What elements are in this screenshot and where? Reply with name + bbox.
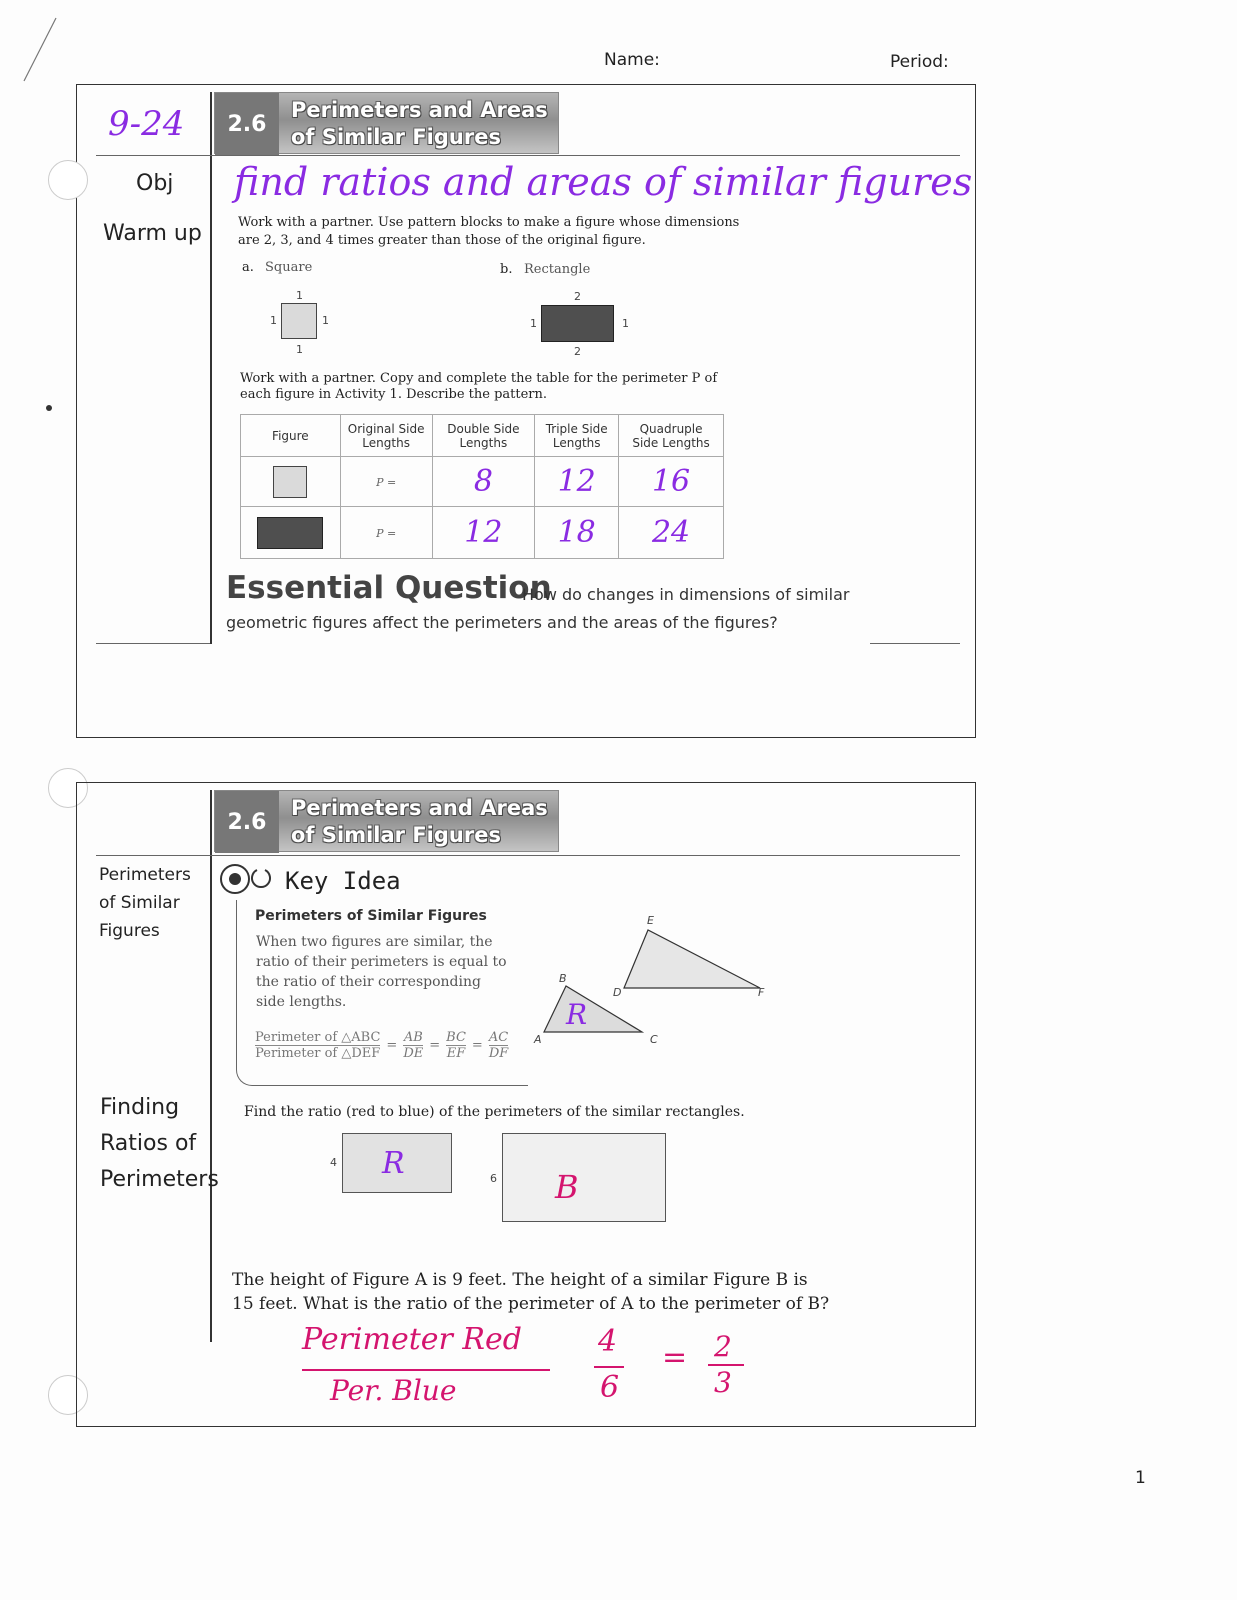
side-label-line: Ratios of — [100, 1131, 197, 1156]
activity1-text-2: are 2, 3, and 4 times greater than those of the original figure. — [238, 233, 646, 248]
handwritten-date: 9-24 — [108, 104, 185, 144]
square-figure — [281, 303, 317, 339]
hw-double-value: 8 — [473, 464, 493, 499]
table-row — [241, 507, 724, 559]
key-idea-title: Key Idea — [285, 867, 401, 895]
table-cell-triple — [535, 507, 619, 559]
key-idea-line: When two figures are similar, the — [256, 934, 493, 950]
lesson-title-line1: Perimeters and Areas — [291, 796, 548, 820]
hw-ratio-denominator: Per. Blue — [330, 1374, 457, 1407]
hw-triangle-mark: R — [566, 998, 588, 1031]
table-square-figure — [273, 466, 307, 498]
activity1-text-1: Work with a partner. Use pattern blocks to make a figure whose dimensions — [238, 215, 740, 230]
square-side-right: 1 — [322, 314, 329, 327]
triangle-abc — [544, 986, 642, 1032]
rect-side-top: 2 — [574, 290, 581, 303]
warmup-label: Warm up — [103, 221, 202, 246]
vertex-f: F — [758, 986, 765, 999]
table-header-triple: Triple Side Lengths — [535, 415, 619, 457]
section2-divider — [210, 790, 212, 1342]
hw-triple-value: 12 — [557, 464, 596, 499]
triangle-def — [624, 930, 760, 988]
hw-frac2-den: 3 — [714, 1366, 732, 1399]
part-b-label: Rectangle — [524, 262, 591, 277]
rect-side-left: 1 — [530, 317, 537, 330]
hw-frac2-num: 2 — [714, 1330, 732, 1363]
formula-perimeter-fraction — [255, 1030, 380, 1061]
hw-double-value: 12 — [464, 515, 503, 550]
key-idea-heading: Perimeters of Similar Figures — [255, 908, 487, 924]
part-a-label: Square — [265, 260, 313, 275]
formula-f2n: BC — [446, 1030, 466, 1045]
find-ratio-text: Find the ratio (red to blue) of the perimeters of the similar rectangles. — [244, 1104, 745, 1120]
period-label: Period: — [890, 52, 949, 72]
ratio-formula — [255, 1030, 508, 1061]
section1-bottom-rule-left — [96, 643, 210, 644]
rect-side-right: 1 — [622, 317, 629, 330]
section1-header-rule — [96, 155, 960, 156]
height-question-1: The height of Figure A is 9 feet. The height of a similar Figure B is — [232, 1270, 808, 1290]
perimeter-table — [240, 414, 724, 559]
lesson-banner-2 — [214, 790, 559, 852]
key-idea-line: ratio of their perimeters is equal to — [256, 954, 507, 970]
hw-quadruple-value: 24 — [651, 515, 691, 550]
hw-ratio-numerator: Perimeter Red — [302, 1322, 522, 1357]
vertex-a: A — [534, 1033, 542, 1046]
table-cell-triple — [535, 457, 619, 507]
hw-ratio-line — [302, 1369, 550, 1371]
table-cell-double — [432, 507, 535, 559]
table-header-figure: Figure — [241, 415, 341, 457]
formula-f3n: AC — [488, 1030, 509, 1045]
formula-f2d: EF — [446, 1046, 466, 1061]
table-rect-figure — [257, 517, 323, 549]
activity2-text-1: Work with a partner. Copy and complete the table for the perimeter P of — [240, 371, 718, 386]
obj-label: Obj — [136, 171, 174, 196]
table-row — [241, 457, 724, 507]
table-cell-p — [340, 457, 432, 507]
side-label-line: Finding — [100, 1095, 180, 1120]
hw-frac1-num: 4 — [598, 1324, 618, 1359]
section1-bottom-rule-right — [870, 643, 960, 644]
side-label-perimeters — [99, 861, 191, 945]
blue-rect-side: 6 — [490, 1172, 497, 1185]
table-cell-quadruple — [619, 507, 724, 559]
side-label-line: of Similar — [99, 893, 180, 913]
side-label-line: Perimeters — [100, 1167, 219, 1192]
side-label-line: Perimeters — [99, 865, 191, 885]
side-label-line: Figures — [99, 921, 160, 941]
lesson-number: 2.6 — [215, 791, 279, 853]
table-header-original: Original Side Lengths — [340, 415, 432, 457]
formula-f3d: DF — [488, 1046, 509, 1061]
rect-side-bottom: 2 — [574, 345, 581, 358]
part-b-letter: b. — [500, 262, 513, 277]
table-cell-quadruple — [619, 457, 724, 507]
key-idea-text — [256, 932, 507, 1012]
activity2-text-2: each figure in Activity 1. Describe the pattern. — [240, 387, 548, 402]
blue-rectangle — [502, 1133, 666, 1222]
equals-sign: = — [429, 1038, 441, 1053]
page-number: 1 — [1135, 1468, 1146, 1488]
essential-question-text-1: How do changes in dimensions of similar — [522, 585, 850, 604]
hw-triple-value: 18 — [557, 515, 596, 550]
formula-fraction-2 — [446, 1030, 466, 1061]
hw-quadruple-value: 16 — [651, 464, 691, 499]
side-label-finding — [100, 1090, 219, 1198]
square-side-bottom: 1 — [296, 343, 303, 356]
vertex-e: E — [647, 914, 654, 927]
hw-equals: = — [662, 1340, 688, 1375]
formula-f1n: AB — [403, 1030, 423, 1045]
vertex-d: D — [613, 986, 622, 999]
table-cell-figure — [241, 457, 341, 507]
hw-red-mark: R — [382, 1146, 405, 1181]
section2-header-rule — [96, 855, 960, 856]
table-cell-double — [432, 457, 535, 507]
scan-speck — [46, 405, 52, 411]
square-side-top: 1 — [296, 289, 303, 302]
table-header-double: Double Side Lengths — [432, 415, 535, 457]
lesson-banner-1 — [214, 92, 559, 154]
table-cell-figure — [241, 507, 341, 559]
formula-num: Perimeter of △ABC — [255, 1030, 381, 1045]
handwritten-objective: find ratios and areas of similar figures — [234, 160, 973, 204]
lesson-title-line2: of Similar Figures — [291, 823, 501, 847]
essential-question-text-2: geometric figures affect the perimeters and the areas of the figures? — [226, 613, 778, 632]
table-header-quadruple: Quadruple Side Lengths — [619, 415, 724, 457]
hw-blue-mark: B — [555, 1168, 579, 1206]
vertex-b: B — [559, 972, 567, 985]
name-label: Name: — [604, 50, 660, 70]
formula-fraction-3 — [489, 1030, 508, 1061]
pen-stroke-mark — [20, 15, 60, 85]
red-rect-side: 4 — [330, 1156, 337, 1169]
p-label: P = — [376, 526, 397, 540]
vertex-c: C — [650, 1033, 658, 1046]
height-question-2: 15 feet. What is the ratio of the perimeter of A to the perimeter of B? — [232, 1294, 830, 1314]
hw-frac1-den: 6 — [600, 1370, 620, 1405]
table-cell-p — [340, 507, 432, 559]
binder-hole-1 — [48, 160, 88, 200]
lesson-title-line1: Perimeters and Areas — [291, 98, 548, 122]
p-label: P = — [376, 475, 397, 489]
square-side-left: 1 — [270, 314, 277, 327]
section1-divider — [210, 92, 212, 644]
key-idea-icon — [218, 862, 276, 896]
lesson-number: 2.6 — [215, 93, 279, 155]
key-idea-line: the ratio of their corresponding — [256, 974, 481, 990]
part-a-letter: a. — [242, 260, 254, 275]
equals-sign: = — [386, 1038, 398, 1053]
formula-den: Perimeter of △DEF — [255, 1046, 381, 1061]
equals-sign: = — [471, 1038, 483, 1053]
essential-question-title: Essential Question — [226, 570, 552, 606]
lesson-title-line2: of Similar Figures — [291, 125, 501, 149]
key-idea-line: side lengths. — [256, 994, 347, 1010]
formula-fraction-1 — [403, 1030, 423, 1061]
hw-frac1-line — [594, 1366, 624, 1368]
formula-f1d: DE — [403, 1046, 424, 1061]
rectangle-figure — [541, 305, 614, 342]
